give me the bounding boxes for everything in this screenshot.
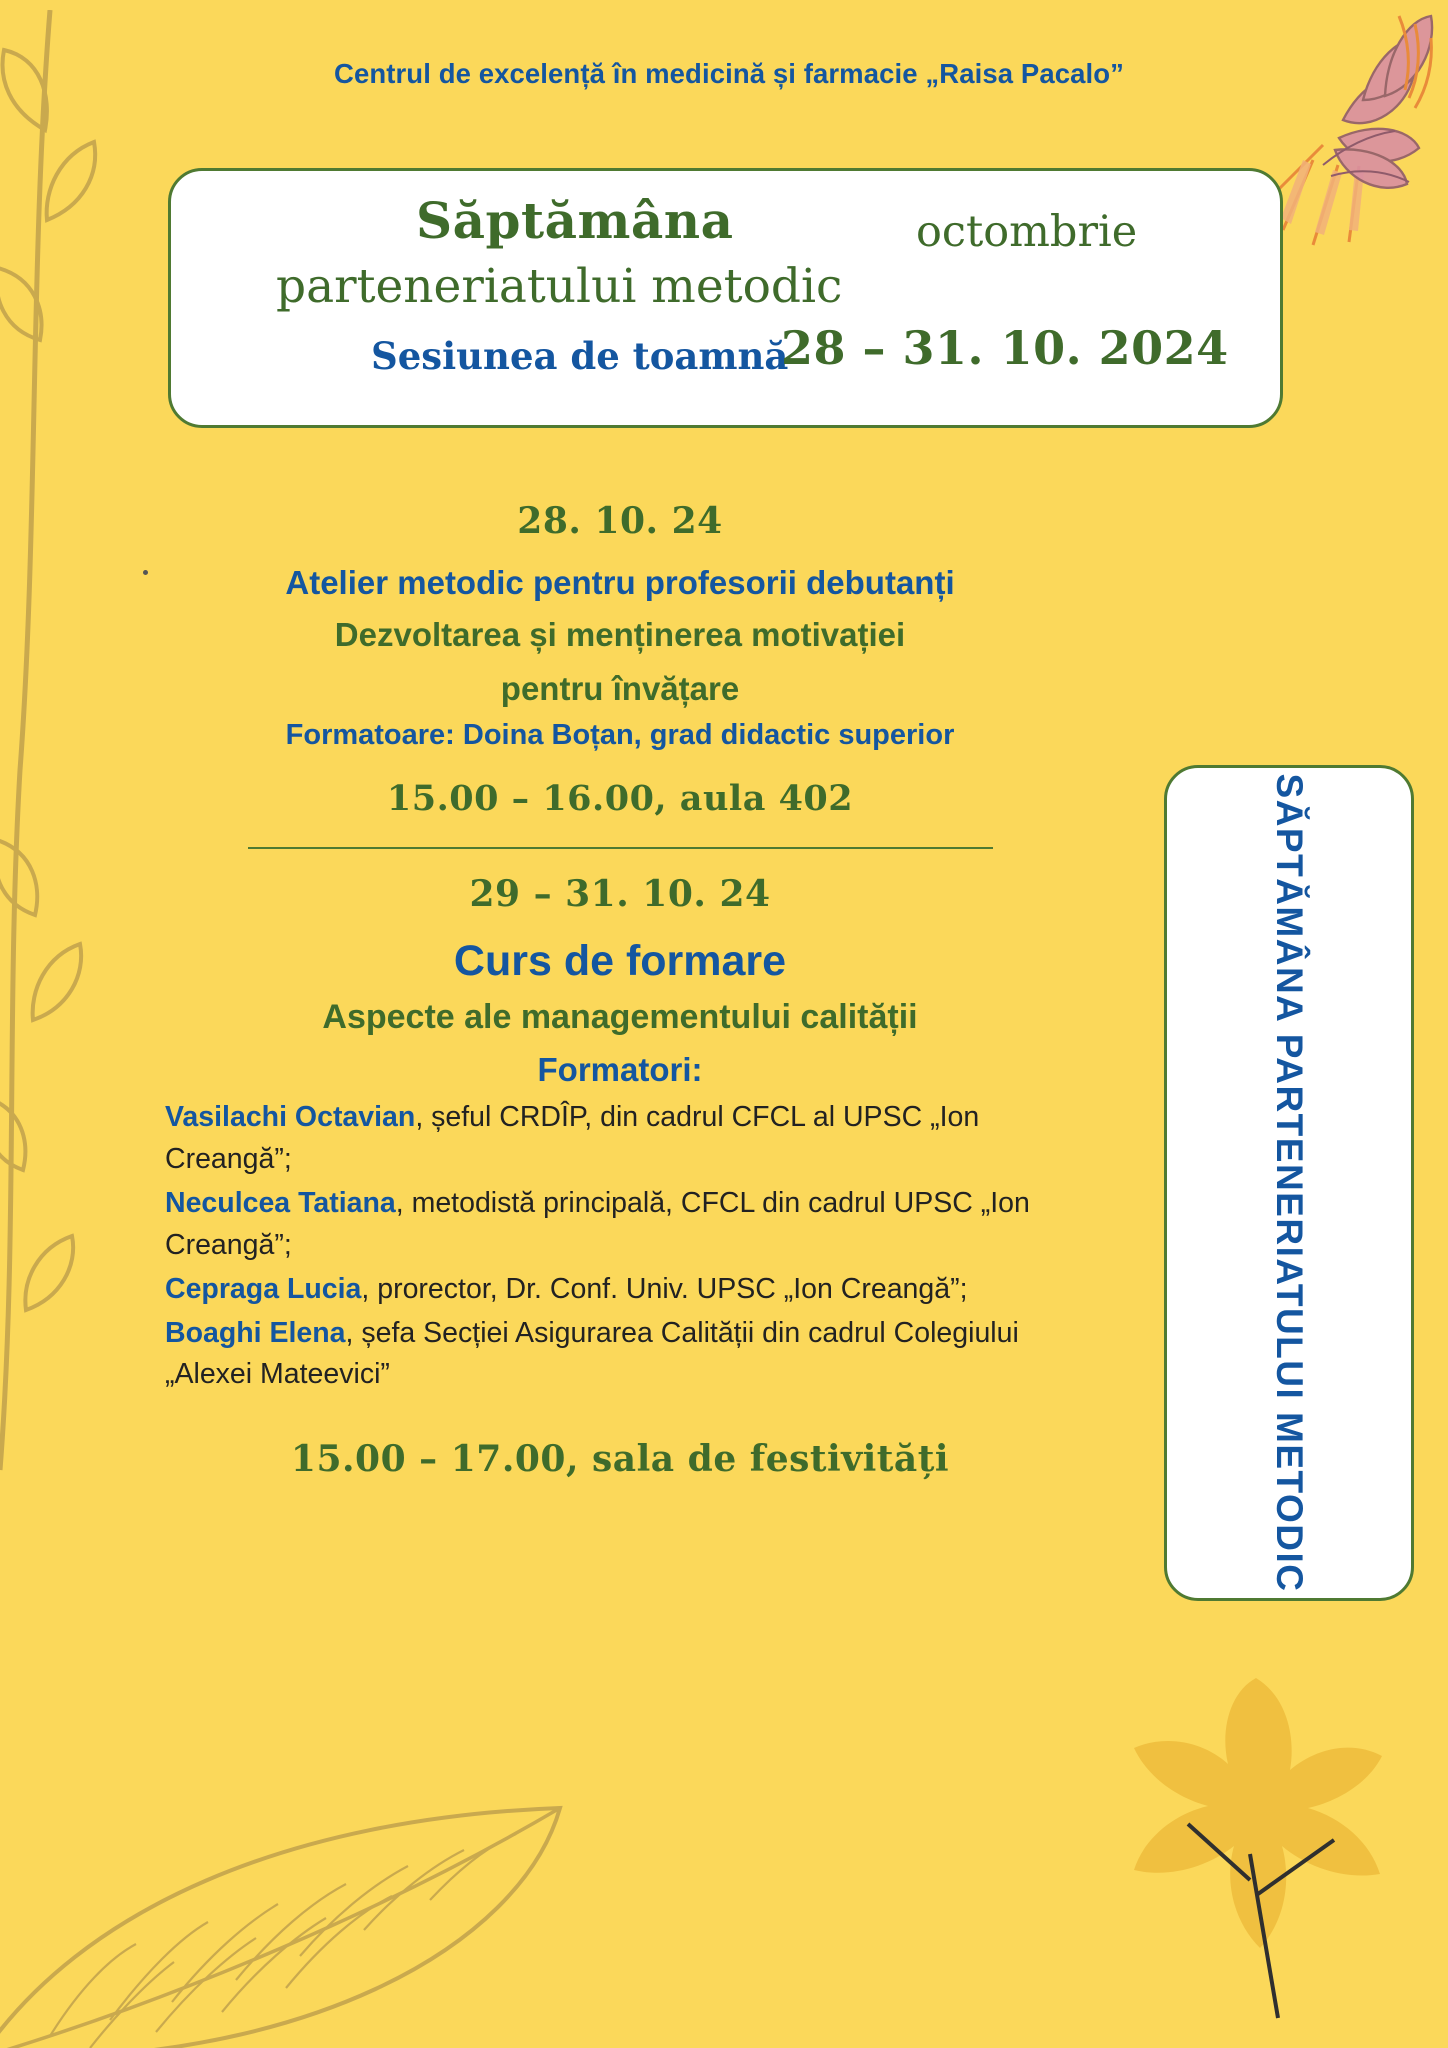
title-dates: 28 – 31. 10. 2024 bbox=[781, 321, 1229, 375]
trainer-role: , șeful CRDÎP, din cadrul CFCL al UPSC „Ion Creangă”; bbox=[165, 1101, 980, 1175]
organization-title: Centrul de excelență în medicină și farmacie „Raisa Pacalo” bbox=[334, 58, 1124, 89]
trainer-role: , metodistă principală, CFCL din cadrul UPSC „Ion Creangă”; bbox=[165, 1186, 1030, 1261]
trainer-name: Boaghi Elena bbox=[165, 1316, 346, 1349]
trainer-name: Neculcea Tatiana bbox=[165, 1186, 396, 1219]
event-2-course-title: Curs de formare bbox=[453, 937, 787, 986]
side-banner-text: SĂPTĂMÂNA PARTENERIATULUI METODIC bbox=[1269, 773, 1310, 1593]
list-item bbox=[165, 1313, 1080, 1397]
trainer-name: Cepraga Lucia bbox=[165, 1272, 362, 1305]
trainers-list bbox=[160, 1097, 1080, 1396]
trainer-name: Vasilachi Octavian bbox=[165, 1101, 416, 1134]
title-session: Sesiunea de toamnă bbox=[371, 334, 789, 378]
program-content bbox=[120, 500, 1120, 1480]
title-line-2: parteneriatului metodic bbox=[276, 259, 843, 314]
section-divider bbox=[248, 847, 993, 849]
event-2-time: 15.00 – 17.00, sala de festivități bbox=[290, 1438, 950, 1481]
branch-decoration-icon bbox=[0, 10, 140, 1510]
trainer-role: , prorector, Dr. Conf. Univ. UPSC „Ion Creangă”; bbox=[361, 1272, 968, 1305]
maple-leaf-decoration-icon bbox=[1028, 1618, 1448, 2048]
event-1-heading: Atelier metodic pentru profesorii debutanți bbox=[285, 564, 955, 601]
list-item bbox=[165, 1183, 1080, 1267]
list-item bbox=[165, 1097, 1080, 1181]
event-1-time: 15.00 – 16.00, aula 402 bbox=[386, 778, 854, 820]
list-item bbox=[165, 1269, 1080, 1311]
side-banner-card bbox=[1164, 765, 1414, 1601]
event-1-title-line-2: pentru învățare bbox=[500, 669, 740, 707]
trainer-role: , șefa Secției Asigurarea Calității din cadrul Colegiului „Alexei Mateevici” bbox=[165, 1316, 1019, 1391]
event-2-trainers-label: Formatori: bbox=[537, 1051, 703, 1089]
event-1-title-line-1: Dezvoltarea și menținerea motivației bbox=[334, 616, 906, 653]
title-line-1: Săptămâna bbox=[416, 191, 734, 250]
leaf-decoration-icon bbox=[0, 1748, 660, 2048]
title-month: octombrie bbox=[916, 207, 1138, 257]
event-1-trainer: Formatoare: Doina Boțan, grad didactic superior bbox=[285, 719, 955, 752]
title-card bbox=[168, 168, 1283, 428]
event-1-date: 28. 10. 24 bbox=[517, 500, 723, 542]
event-2-date: 29 – 31. 10. 24 bbox=[469, 873, 771, 916]
event-2-course-subtitle: Aspecte ale managementului calității bbox=[322, 998, 918, 1037]
